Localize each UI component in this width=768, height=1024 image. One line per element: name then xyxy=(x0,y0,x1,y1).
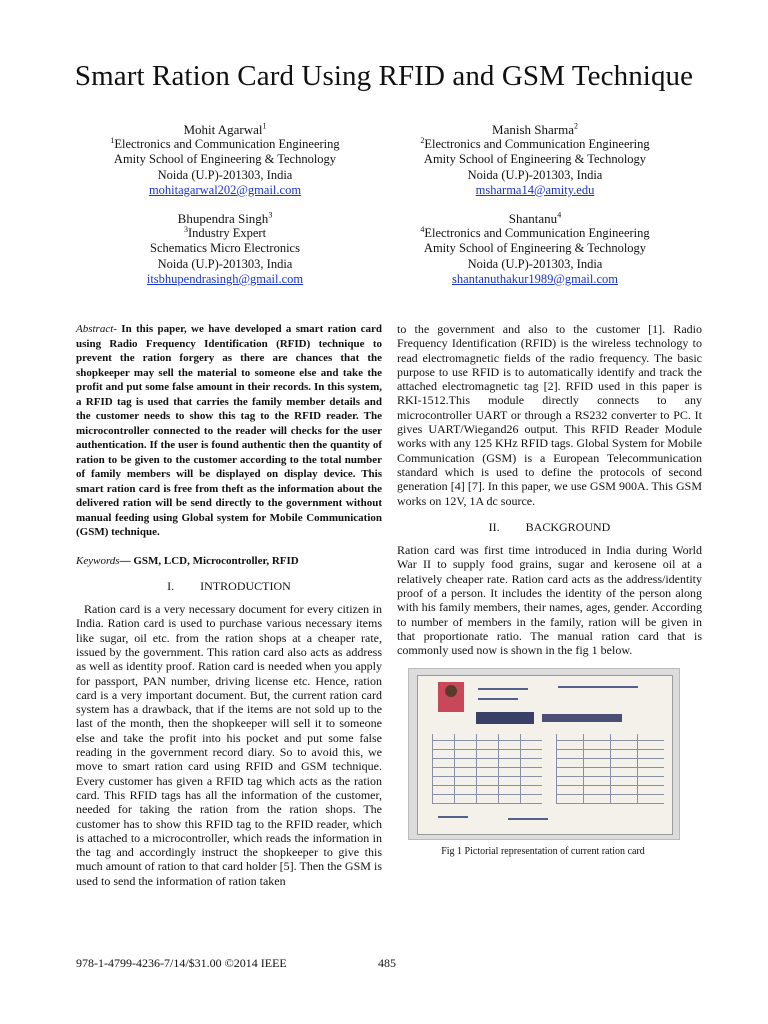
section-heading-background: II. BACKGROUND xyxy=(488,519,611,534)
card-header-label xyxy=(542,714,622,722)
figure-caption: Fig 1 Pictorial representation of current ration card xyxy=(441,846,645,857)
author-block-1: Mohit Agarwal$^1$ $^1$Electronics and Communication Engineering Amity School of Engineering & Technology Noida (U.P)-201303, India mohitagarwal202@gmail.com xyxy=(90,122,360,198)
author-location: Noida (U.P)-201303, India xyxy=(157,167,293,182)
paper-title: Smart Ration Card Using RFID and GSM Technique xyxy=(74,60,694,92)
author-block-3: Bhupendra Singh$^3$ $^3$Industry Expert Schematics Micro Electronics Noida (U.P)-201303, India itsbhupendrasingh@gmail.com xyxy=(90,211,360,287)
section-heading-introduction: I. INTRODUCTION xyxy=(167,578,291,593)
author-school: Amity School of Engineering & Technology xyxy=(423,152,647,167)
abstract-text: In this paper, we have developed a smart ration card using Radio Frequency Identification (RFID) technique to prevent the ration forgery as there are chances that the shopkeeper may sell the material to someone else and take the profit and put some false amount in their records. In this system, a RFID tag is used that carries the family member details and the customer needs to show this tag to the RFID reader. The microcontroller connected to the reader will checks for the user authentication. If the user is found authentic then the quantity of ration to be given to the customer according to the total number of family members will be displayed on display device. This smart ration card is free from theft as the information about the delivered ration will be send directly to the government without manual feeding using Global system for Mobile Communication (GSM) technique. xyxy=(76,323,382,538)
keywords: Keywords— GSM, LCD, Microcontroller, RFID xyxy=(76,554,299,567)
author-email-link[interactable]: mohitagarwal202@gmail.com xyxy=(148,182,302,197)
introduction-text: Ration card is a very necessary document for every citizen in India. Ration card is used to purchase various necessary items like sugar, oil etc. from the ration shops at a cheaper rate, issued by the government. This ration card also acts as address as well as identity proof. Ration card is needed when you apply for passport, PAN number, driving license etc. Hence, ration card is a very important document. But, the current ration card system has a drawback, that if the items are not sold up to the last of the month, then the shopkeeper will sell it to someone else and take the profit into his pocket and put some false reading in the government record diary. So to avoid this, we move to smart ration card using RFID and GSM technique. Every customer has given a RFID tag which acts as the ration card. This RFID tags has all the information of the customer, needed for taking the ration from the ration shops. The customer has to show this RFID tag to the RFID reader, which is attached to a microcontroller, which reads the information in the tag and accordingly instruct the shopkeeper to give this much amount of ration to that card holder [5]. Then the GSM is used to send the information of ration taken xyxy=(76,602,382,888)
author-name: Mohit Agarwal xyxy=(183,122,263,137)
author-name: Shantanu xyxy=(508,211,558,226)
right-column xyxy=(397,322,702,658)
author-affiliation: Electronics and Communication Engineering xyxy=(424,226,650,241)
author-email-link[interactable]: shantanuthakur1989@gmail.com xyxy=(452,271,618,286)
author-name: Bhupendra Singh xyxy=(177,211,269,226)
body-text-continued: to the government and also to the customer [1]. Radio Frequency Identification (RFID) is the wireless technology to read electromagnetic fields of the radio frequency. The basic purpose to use RFID is to automatically identify and track the attached electromagnetic tag [2]. RFID used in this paper is RKI-1512.This module directly connects to any microcontroller UART or through a RS232 converter to PC. It gives UART/Wiegand26 output. This RFID Reader Module works with any 125 KHz RFID tags. Global System for Mobile Communication (GSM) is a European Telecommunication standard which is used to define the protocols of second generation [4] [7]. In this paper, we use GSM 900A. This GSM works on 12V, 1A dc source. xyxy=(397,322,702,508)
ration-card-image xyxy=(417,675,673,835)
card-table-left xyxy=(432,734,542,804)
author-school: Amity School of Engineering & Technology xyxy=(113,152,337,167)
abstract-label: Abstract- xyxy=(76,323,117,335)
author-affiliation: Industry Expert xyxy=(187,226,267,241)
background-text: Ration card was first time introduced in India during World War II to supply food grains, sugar and kerosene oil at a relatively cheaper rate. Ration card acts as the address/identity proof of a person. It includes the identity of the person along with his family members, their names, ages, gender. According to number of members in the family, ration will be given in that proportionate ratio. The manual ration card that is commonly used now is shown in the fig 1 below. xyxy=(397,543,702,658)
page-number: 485 xyxy=(378,956,396,970)
handwriting-line xyxy=(508,818,548,820)
handwriting-line xyxy=(558,686,638,688)
handwriting-line xyxy=(478,698,518,700)
author-affiliation: Electronics and Communication Engineering xyxy=(114,137,340,152)
handwriting-line xyxy=(478,688,528,690)
author-email-link[interactable]: itsbhupendrasingh@gmail.com xyxy=(146,271,304,286)
author-block-4: Shantanu$^4$ $^4$Electronics and Communication Engineering Amity School of Engineering & Technology Noida (U.P)-201303, India shantanuthakur1989@gmail.com xyxy=(400,211,670,287)
keywords-label: Keywords xyxy=(76,554,120,567)
keywords-text: GSM, LCD, Microcontroller, RFID xyxy=(130,554,299,567)
ration-card-figure xyxy=(408,668,680,840)
author-school: Schematics Micro Electronics xyxy=(150,241,300,256)
author-location: Noida (U.P)-201303, India xyxy=(157,256,293,271)
author-name: Manish Sharma xyxy=(492,122,574,137)
handwriting-line xyxy=(438,816,468,818)
author-location: Noida (U.P)-201303, India xyxy=(467,167,603,182)
author-school: Amity School of Engineering & Technology xyxy=(423,241,647,256)
footer-copyright: 978-1-4799-4236-7/14/$31.00 ©2014 IEEE xyxy=(76,956,287,970)
left-column xyxy=(76,322,382,888)
author-email-link[interactable]: msharma14@amity.edu xyxy=(475,182,595,197)
author-affiliation: Electronics and Communication Engineering xyxy=(424,137,650,152)
card-header-box xyxy=(476,712,534,724)
card-table-right xyxy=(556,734,664,804)
cardholder-photo xyxy=(438,682,464,712)
author-block-2: Manish Sharma$^2$ $^2$Electronics and Communication Engineering Amity School of Engineering & Technology Noida (U.P)-201303, India msharma14@amity.edu xyxy=(400,122,670,198)
author-location: Noida (U.P)-201303, India xyxy=(467,256,603,271)
abstract xyxy=(76,322,382,540)
